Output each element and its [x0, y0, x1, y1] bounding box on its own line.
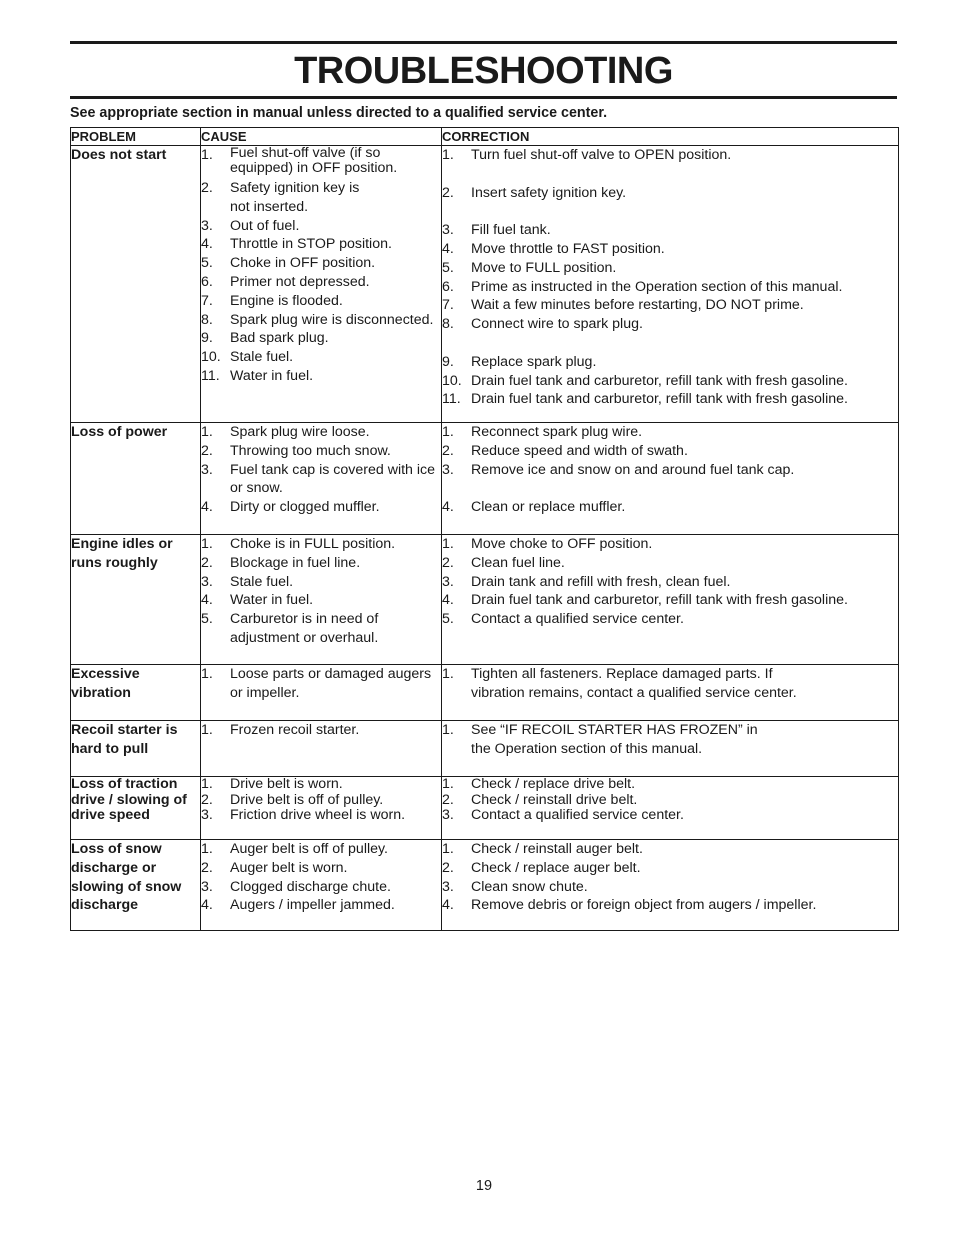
correction-item: [442, 665, 898, 703]
correction-text: Remove debris or foreign object from augers / impeller.: [471, 897, 817, 914]
item-number: 1.: [201, 424, 213, 440]
item-number: 3.: [442, 461, 454, 478]
item-number: 1.: [442, 776, 454, 792]
correction-text: Reconnect spark plug wire.: [471, 424, 643, 440]
item-number: 1.: [442, 536, 454, 552]
cause-text: Carburetor is in need of adjustment or overhaul.: [230, 611, 379, 646]
item-number: 1.: [201, 666, 213, 682]
problem-cell: Loss of traction drive / slowing of drive speed: [71, 777, 201, 840]
correction-item: [442, 808, 898, 824]
cause-text: Fuel tank cap is covered with ice or snow.: [230, 461, 436, 497]
top-rule: [70, 41, 897, 44]
correction-item: [442, 777, 898, 793]
item-number: 2.: [442, 442, 454, 459]
item-number: 5.: [201, 611, 213, 628]
item-number: 4.: [201, 236, 213, 253]
correction-item: [442, 840, 898, 859]
correction-text: See “IF RECOIL STARTER HAS FROZEN” in the Operation section of this manual.: [471, 722, 758, 757]
cause-item: [201, 840, 441, 859]
correction-cell: [442, 423, 899, 535]
correction-text: Check / reinstall drive belt.: [471, 791, 638, 808]
cause-item: [201, 442, 441, 461]
cause-text: Choke is in FULL position.: [230, 536, 396, 552]
cause-text: Water in fuel.: [230, 592, 314, 609]
correction-cell: [442, 840, 899, 931]
correction-text: Prime as instructed in the Operation section of this manual.: [471, 278, 843, 295]
correction-text: Turn fuel shut-off valve to OPEN position.: [471, 147, 732, 163]
correction-text: Wait a few minutes before restarting, DO NOT prime.: [471, 297, 804, 314]
item-number: 3.: [201, 807, 213, 823]
cause-text: Safety ignition key is not inserted.: [230, 180, 360, 215]
cause-item: [201, 721, 441, 740]
item-number: 5.: [442, 259, 454, 276]
correction-cell: [442, 721, 899, 777]
item-number: 1.: [442, 841, 454, 857]
correction-item: [442, 296, 898, 315]
correction-item: [442, 184, 898, 203]
item-number: 1.: [201, 841, 213, 857]
page-title: TROUBLESHOOTING: [294, 50, 673, 92]
correction-item: [442, 278, 898, 297]
item-number: 3.: [201, 573, 213, 590]
cause-text: Choke in OFF position.: [230, 255, 376, 272]
item-number: 1.: [442, 666, 454, 682]
correction-item: [442, 146, 898, 165]
correction-text: Move to FULL position.: [471, 259, 617, 276]
item-number: 8.: [201, 311, 213, 328]
intro-note: See appropriate section in manual unless directed to a qualified service center.: [70, 105, 608, 121]
cause-text: Drive belt is off of pulley.: [230, 791, 384, 808]
item-number: 2.: [201, 791, 213, 808]
cause-text: Stale fuel.: [230, 349, 294, 366]
cause-item: [201, 777, 441, 793]
item-number: 8.: [442, 316, 454, 333]
correction-text: Clean fuel line.: [471, 554, 565, 571]
cause-item: [201, 535, 441, 554]
cause-item: [201, 254, 441, 273]
item-number: 6.: [201, 273, 213, 290]
cause-item: [201, 217, 441, 236]
cause-text: Water in fuel.: [230, 367, 314, 384]
cause-item: [201, 591, 441, 610]
correction-cell: [442, 535, 899, 665]
cause-item: [201, 146, 441, 179]
item-number: 9.: [201, 330, 213, 347]
item-number: 10.: [201, 349, 221, 366]
item-number: 2.: [201, 859, 213, 876]
correction-text: Move choke to OFF position.: [471, 536, 653, 552]
table-row: [71, 777, 899, 840]
cause-cell: [201, 721, 442, 777]
cause-cell: [201, 777, 442, 840]
cause-text: Throwing too much snow.: [230, 442, 391, 459]
correction-item: [442, 372, 898, 391]
table-row: [71, 665, 899, 721]
table-row: [71, 721, 899, 777]
cause-text: Spark plug wire loose.: [230, 424, 370, 440]
correction-item: [442, 859, 898, 878]
correction-item: [442, 259, 898, 278]
correction-text: Fill fuel tank.: [471, 222, 551, 239]
cause-item: [201, 292, 441, 311]
correction-text: Contact a qualified service center.: [471, 807, 684, 823]
correction-text: Replace spark plug.: [471, 353, 597, 370]
cause-item: [201, 610, 441, 648]
correction-text: Remove ice and snow on and around fuel tank cap.: [471, 461, 795, 478]
item-number: 11.: [442, 391, 461, 408]
cause-item: [201, 423, 441, 442]
cause-text: Primer not depressed.: [230, 273, 370, 290]
cause-item: [201, 461, 441, 499]
item-number: 11.: [201, 367, 220, 384]
cause-cell: [201, 840, 442, 931]
item-number: 1.: [201, 147, 213, 163]
cause-item: [201, 793, 441, 809]
cause-item: [201, 348, 441, 367]
correction-text: Tighten all fasteners. Replace damaged parts. If vibration remains, contact a qualified service center.: [471, 666, 797, 701]
correction-text: Check / replace auger belt.: [471, 859, 641, 876]
correction-item: [442, 554, 898, 573]
item-number: 4.: [201, 897, 213, 914]
item-number: 2.: [201, 554, 213, 571]
cause-item: [201, 896, 441, 915]
item-number: 4.: [442, 592, 454, 609]
correction-cell: [442, 146, 899, 423]
cause-text: Throttle in STOP position.: [230, 236, 392, 253]
item-number: 3.: [201, 878, 213, 895]
correction-text: Move throttle to FAST position.: [471, 240, 665, 257]
correction-text: Drain fuel tank and carburetor, refill tank with fresh gasoline.: [471, 391, 848, 408]
troubleshooting-table: [70, 127, 899, 931]
problem-cell: Excessive vibration: [71, 665, 201, 721]
problem-cell: Does not start: [71, 146, 201, 423]
item-number: 2.: [442, 791, 454, 808]
cause-cell: [201, 423, 442, 535]
correction-item: [442, 498, 898, 517]
item-number: 2.: [201, 180, 213, 196]
item-number: 4.: [201, 592, 213, 609]
cause-item: [201, 878, 441, 897]
correction-item: [442, 442, 898, 461]
cause-item: [201, 273, 441, 292]
cause-text: Drive belt is worn.: [230, 776, 343, 792]
correction-text: Check / replace drive belt.: [471, 776, 636, 792]
cause-item: [201, 808, 441, 824]
cause-item: [201, 311, 441, 330]
correction-item: [442, 390, 898, 409]
correction-text: Drain fuel tank and carburetor, refill tank with fresh gasoline.: [471, 372, 848, 389]
correction-text: Insert safety ignition key.: [471, 184, 627, 201]
item-number: 1.: [442, 424, 454, 440]
cause-item: [201, 179, 441, 217]
correction-item: [442, 315, 898, 334]
correction-text: Clean snow chute.: [471, 878, 588, 895]
cause-text: Blockage in fuel line.: [230, 554, 361, 571]
cause-text: Stale fuel.: [230, 573, 294, 590]
correction-item: [442, 573, 898, 592]
cause-text: Loose parts or damaged augers or impeller.: [230, 666, 432, 701]
item-number: 1.: [201, 776, 213, 792]
correction-item: [442, 793, 898, 809]
item-number: 7.: [201, 292, 213, 309]
item-number: 5.: [442, 611, 454, 628]
item-number: 6.: [442, 278, 454, 295]
table-header-row: [71, 128, 899, 146]
cause-text: Auger belt is worn.: [230, 859, 348, 876]
correction-item: [442, 423, 898, 442]
cause-text: Engine is flooded.: [230, 292, 343, 309]
item-number: 4.: [442, 240, 454, 257]
item-number: 3.: [442, 222, 454, 239]
cause-text: Auger belt is off of pulley.: [230, 841, 388, 857]
item-number: 3.: [442, 573, 454, 590]
item-number: 1.: [201, 536, 213, 552]
cause-item: [201, 665, 441, 703]
problem-cell: Engine idles or runs roughly: [71, 535, 201, 665]
item-number: 3.: [442, 878, 454, 895]
item-number: 4.: [201, 499, 213, 516]
correction-text: Clean or replace muffler.: [471, 499, 626, 516]
cause-item: [201, 498, 441, 517]
item-number: 3.: [201, 461, 213, 478]
correction-item: [442, 535, 898, 554]
cause-item: [201, 573, 441, 592]
table-body: [71, 146, 899, 931]
cause-item: [201, 329, 441, 348]
item-number: 3.: [442, 807, 454, 823]
cause-text: Fuel shut-off valve (if so equipped) in OFF position.: [230, 145, 398, 176]
cause-text: Clogged discharge chute.: [230, 878, 391, 895]
item-number: 4.: [442, 499, 454, 516]
item-number: 2.: [442, 184, 454, 201]
cause-text: Friction drive wheel is worn.: [230, 807, 406, 823]
item-number: 4.: [442, 897, 454, 914]
table-row: [71, 535, 899, 665]
item-number: 1.: [201, 722, 213, 738]
correction-item: [442, 221, 898, 240]
correction-item: [442, 240, 898, 259]
item-number: 10.: [442, 372, 462, 389]
correction-text: Drain tank and refill with fresh, clean fuel.: [471, 573, 731, 590]
cause-text: Augers / impeller jammed.: [230, 897, 395, 914]
cause-text: Dirty or clogged muffler.: [230, 499, 380, 516]
correction-cell: [442, 777, 899, 840]
correction-item: [442, 353, 898, 372]
problem-cell: Loss of snow discharge or slowing of snow discharge: [71, 840, 201, 931]
correction-text: Contact a qualified service center.: [471, 611, 684, 628]
cause-cell: [201, 665, 442, 721]
item-number: 1.: [442, 147, 454, 163]
header-cause: CAUSE: [201, 128, 442, 146]
page-number: 19: [475, 1178, 493, 1194]
correction-item: [442, 461, 898, 480]
item-number: 9.: [442, 353, 454, 370]
cause-item: [201, 235, 441, 254]
correction-text: Check / reinstall auger belt.: [471, 841, 643, 857]
cause-item: [201, 554, 441, 573]
item-number: 1.: [442, 722, 454, 738]
title-bottom-rule: [70, 96, 897, 99]
header-correction: CORRECTION: [442, 128, 899, 146]
correction-cell: [442, 665, 899, 721]
header-problem: PROBLEM: [71, 128, 201, 146]
table-row: [71, 840, 899, 931]
cause-cell: [201, 146, 442, 423]
item-number: 3.: [201, 217, 213, 234]
correction-text: Reduce speed and width of swath.: [471, 442, 688, 459]
cause-text: Bad spark plug.: [230, 330, 329, 347]
cause-item: [201, 859, 441, 878]
correction-item: [442, 878, 898, 897]
item-number: 2.: [442, 554, 454, 571]
item-number: 2.: [201, 442, 213, 459]
correction-text: Connect wire to spark plug.: [471, 316, 643, 333]
correction-item: [442, 610, 898, 629]
problem-cell: Recoil starter is hard to pull: [71, 721, 201, 777]
table-row: [71, 146, 899, 423]
correction-item: [442, 591, 898, 610]
item-number: 2.: [442, 859, 454, 876]
cause-text: Out of fuel.: [230, 217, 300, 234]
cause-text: Frozen recoil starter.: [230, 722, 360, 738]
correction-text: Drain fuel tank and carburetor, refill tank with fresh gasoline.: [471, 592, 848, 609]
cause-item: [201, 367, 441, 386]
item-number: 5.: [201, 255, 213, 272]
item-number: 7.: [442, 297, 454, 314]
cause-cell: [201, 535, 442, 665]
problem-cell: Loss of power: [71, 423, 201, 535]
correction-item: [442, 896, 898, 915]
table-row: [71, 423, 899, 535]
cause-text: Spark plug wire is disconnected.: [230, 311, 434, 328]
correction-item: [442, 721, 898, 759]
